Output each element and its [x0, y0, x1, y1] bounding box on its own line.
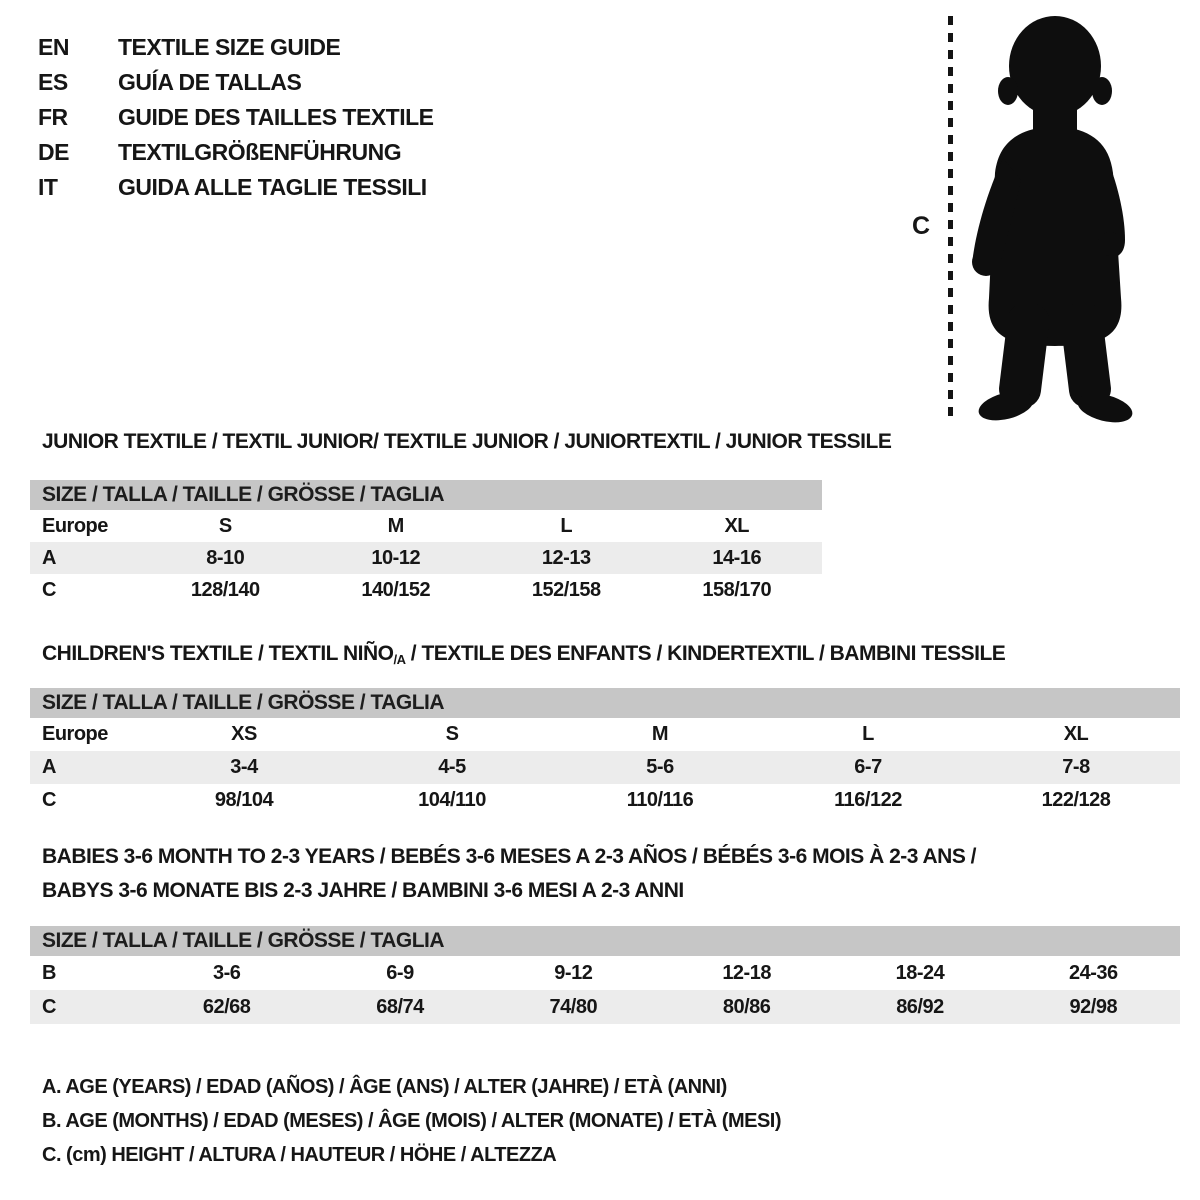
- table-row: [30, 784, 1180, 817]
- row-label: A: [42, 756, 56, 778]
- size-cell: 104/110: [418, 789, 486, 811]
- size-cell: 12-18: [722, 961, 771, 984]
- table-row: [30, 574, 822, 606]
- size-cell: 98/104: [214, 789, 274, 811]
- table-row: [30, 510, 822, 542]
- row-label: Europe: [42, 514, 108, 537]
- size-cell: L: [560, 514, 573, 537]
- language-code: IT: [38, 174, 58, 200]
- row-label: B: [42, 961, 56, 984]
- language-row-en: [38, 30, 434, 65]
- size-cell: 24-36: [1068, 961, 1118, 984]
- size-header-band: SIZE / TALLA / TAILLE / GRÖSSE / TAGLIA: [30, 480, 822, 510]
- language-code: DE: [38, 139, 69, 165]
- size-cell: M: [651, 723, 669, 745]
- size-cell: 86/92: [896, 995, 944, 1018]
- size-cell: 62/68: [202, 995, 251, 1018]
- table-row: [30, 751, 1180, 784]
- title-text: CHILDREN'S TEXTILE / TEXTIL NIÑO: [42, 642, 394, 665]
- height-measure-label: C: [912, 212, 930, 240]
- table-babies: [30, 926, 1180, 1024]
- size-cell: 10-12: [371, 546, 421, 569]
- size-cell: 3-4: [230, 756, 258, 778]
- size-cell: M: [387, 514, 404, 537]
- size-cell: L: [862, 723, 874, 745]
- language-code: FR: [38, 104, 68, 130]
- section-title-junior: JUNIOR TEXTILE / TEXTIL JUNIOR/ TEXTILE JUNIOR / JUNIORTEXTIL / JUNIOR TESSILE: [42, 430, 892, 453]
- language-title: GUÍA DE TALLAS: [118, 69, 302, 95]
- language-code: EN: [38, 34, 69, 60]
- legend-line-c: C. (cm) HEIGHT / ALTURA / HAUTEUR / HÖHE / ALTEZZA: [42, 1143, 557, 1166]
- size-header-band: SIZE / TALLA / TAILLE / GRÖSSE / TAGLIA: [30, 688, 1180, 718]
- size-cell: XS: [231, 723, 257, 745]
- table-junior: [30, 480, 822, 606]
- size-cell: 18-24: [895, 961, 945, 984]
- size-cell: S: [218, 514, 232, 537]
- section-title-babies-line1: BABIES 3-6 MONTH TO 2-3 YEARS / BEBÉS 3-6 MESES A 2-3 AÑOS / BÉBÉS 3-6 MOIS À 2-3 ANS /: [42, 845, 977, 868]
- row-label: Europe: [42, 723, 108, 745]
- row-label: C: [42, 578, 56, 601]
- size-cell: 9-12: [554, 961, 593, 984]
- size-cell: 74/80: [549, 995, 598, 1018]
- row-label: C: [42, 789, 56, 811]
- title-text: / TEXTILE DES ENFANTS / KINDERTEXTIL / BAMBINI TESSILE: [405, 642, 1006, 665]
- size-cell: 6-7: [854, 756, 882, 778]
- row-label: C: [42, 995, 56, 1018]
- size-cell: 14-16: [712, 546, 762, 569]
- size-cell: 158/170: [702, 578, 772, 601]
- language-row-fr: [38, 100, 434, 135]
- table-row: [30, 990, 1180, 1024]
- measurement-legend: [42, 1070, 781, 1172]
- section-title-babies-line2: BABYS 3-6 MONATE BIS 2-3 JAHRE / BAMBINI 3-6 MESI A 2-3 ANNI: [42, 879, 684, 902]
- table-children: [30, 688, 1180, 817]
- size-cell: XL: [724, 514, 750, 537]
- legend-line-a: A. AGE (YEARS) / EDAD (AÑOS) / ÂGE (ANS) / ALTER (JAHRE) / ETÀ (ANNI): [42, 1075, 727, 1098]
- row-label: A: [42, 546, 56, 569]
- size-cell: 4-5: [438, 756, 466, 778]
- table-row: [30, 542, 822, 574]
- table-row: [30, 956, 1180, 990]
- size-cell: 7-8: [1062, 756, 1090, 778]
- size-cell: 152/158: [531, 578, 601, 601]
- height-measure-line: [948, 16, 953, 418]
- child-silhouette: [958, 8, 1150, 423]
- size-cell: 80/86: [722, 995, 771, 1018]
- language-title: TEXTILGRÖßENFÜHRUNG: [118, 139, 402, 165]
- size-cell: 6-9: [386, 961, 414, 984]
- size-cell: 116/122: [834, 789, 902, 811]
- size-cell: 110/116: [626, 789, 694, 811]
- size-cell: XL: [1063, 723, 1089, 745]
- language-row-de: [38, 135, 434, 170]
- legend-line-b: B. AGE (MONTHS) / EDAD (MESES) / ÂGE (MOIS) / ALTER (MONATE) / ETÀ (MESI): [42, 1109, 782, 1132]
- language-header: [38, 30, 434, 205]
- size-cell: 5-6: [646, 756, 674, 778]
- table-row: [30, 718, 1180, 751]
- size-cell: 122/128: [1041, 789, 1111, 811]
- language-row-es: [38, 65, 434, 100]
- size-header-band: SIZE / TALLA / TAILLE / GRÖSSE / TAGLIA: [30, 926, 1180, 956]
- size-cell: S: [445, 723, 459, 745]
- size-cell: 12-13: [541, 546, 591, 569]
- size-cell: 8-10: [206, 546, 245, 569]
- language-title: GUIDE DES TAILLES TEXTILE: [118, 104, 434, 130]
- size-cell: 68/74: [376, 995, 424, 1018]
- language-title: TEXTILE SIZE GUIDE: [118, 34, 341, 60]
- size-cell: 128/140: [190, 578, 260, 601]
- language-row-it: [38, 170, 434, 205]
- title-subscript: /A: [393, 652, 406, 667]
- language-code: ES: [38, 69, 68, 95]
- size-cell: 140/152: [361, 578, 431, 601]
- size-cell: 3-6: [212, 961, 241, 984]
- size-cell: 92/98: [1069, 995, 1118, 1018]
- language-title: GUIDA ALLE TAGLIE TESSILI: [118, 174, 427, 200]
- section-title-children: [42, 642, 1005, 667]
